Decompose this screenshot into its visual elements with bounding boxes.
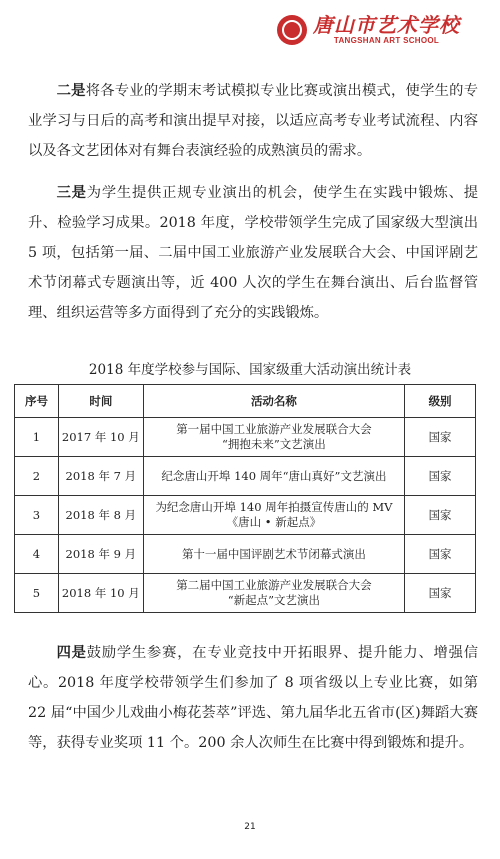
cell-no: 1 — [15, 418, 59, 457]
school-name — [313, 14, 460, 46]
cell-activity — [143, 535, 404, 574]
school-name-en: TANGSHAN ART SCHOOL — [333, 36, 440, 45]
paragraph-two — [28, 76, 478, 166]
header-date: 时间 — [58, 385, 143, 418]
school-header — [277, 8, 460, 52]
cell-activity — [143, 574, 404, 613]
page-number: 21 — [244, 822, 256, 832]
cell-level: 国家 — [405, 574, 476, 613]
school-name-cn: 唐山市艺术学校 — [313, 13, 460, 37]
cell-no: 5 — [15, 574, 59, 613]
cell-date: 2018 年 10 月 — [58, 574, 143, 613]
paragraph-body: 将各专业的学期末考试模拟专业比赛或演出模式，使学生的专业学习与日后的高考和演出提早对接，以适应高考专业考试流程、内容以及各文艺团体对有舞台表演经验的成熟演员的需求。 — [28, 83, 479, 159]
activity-line-1: 为纪念唐山开埠 140 周年拍摄宣传唐山的 MV — [155, 500, 393, 514]
paragraph-three — [28, 178, 478, 328]
cell-date: 2018 年 8 月 — [58, 496, 143, 535]
activity-line-2: “新起点”文艺演出 — [227, 593, 321, 607]
table-row — [15, 418, 476, 457]
activity-line-2: 《唐山 • 新起点》 — [226, 515, 322, 529]
paragraph-lead: 三是 — [56, 185, 87, 201]
activity-line-1: 第一届中国工业旅游产业发展联合大会 — [176, 422, 372, 436]
paragraph-lead: 四是 — [56, 645, 87, 661]
cell-level: 国家 — [405, 535, 476, 574]
cell-activity — [143, 457, 404, 496]
cell-date: 2018 年 7 月 — [58, 457, 143, 496]
cell-level: 国家 — [405, 496, 476, 535]
paragraph-four — [28, 638, 478, 758]
performance-table — [14, 384, 476, 613]
cell-activity — [143, 496, 404, 535]
header-level: 级别 — [405, 385, 476, 418]
cell-no: 3 — [15, 496, 59, 535]
table-row — [15, 574, 476, 613]
cell-date: 2018 年 9 月 — [58, 535, 143, 574]
paragraph-body: 鼓励学生参赛，在专业竞技中开拓眼界、提升能力、增强信心。2018 年度学校带领学生们参加了 8 项省级以上专业比赛，如第 22 届“中国少儿戏曲小梅花荟萃”评选、第九届华北五省市(区)舞蹈大赛等，获得专业奖项 11 个。200 余人次师生在比赛中得到锻炼和提升。 — [28, 645, 478, 751]
header-activity: 活动名称 — [143, 385, 404, 418]
activity-line-1: 纪念唐山开埠 140 周年“唐山真好”文艺演出 — [161, 468, 387, 483]
cell-activity — [143, 418, 404, 457]
header-no: 序号 — [15, 385, 59, 418]
cell-no: 4 — [15, 535, 59, 574]
paragraph-lead: 二是 — [56, 83, 86, 99]
cell-level: 国家 — [405, 457, 476, 496]
cell-level: 国家 — [405, 418, 476, 457]
paragraph-body: 为学生提供正规专业演出的机会，使学生在实践中锻炼、提升、检验学习成果。2018 年度，学校带领学生完成了国家级大型演出 5 项，包括第一届、二届中国工业旅游产业发展联合大会、中国评剧艺术节闭幕式专题演出等，近 400 人次的学生在舞台演出、后台监督管理、组织运营等多方面得到了充分的实践锻炼。 — [28, 185, 478, 321]
school-logo-icon — [277, 15, 307, 45]
table-header-row — [15, 385, 476, 418]
table-row — [15, 535, 476, 574]
activity-line-1: 第十一届中国评剧艺术节闭幕式演出 — [181, 546, 366, 561]
activity-line-1: 第二届中国工业旅游产业发展联合大会 — [176, 578, 372, 592]
cell-date: 2017 年 10 月 — [58, 418, 143, 457]
table-title: 2018 年度学校参与国际、国家级重大活动演出统计表 — [88, 362, 412, 378]
activity-line-2: “拥抱未来”文艺演出 — [222, 437, 326, 451]
table-row — [15, 496, 476, 535]
cell-no: 2 — [15, 457, 59, 496]
table-row — [15, 457, 476, 496]
